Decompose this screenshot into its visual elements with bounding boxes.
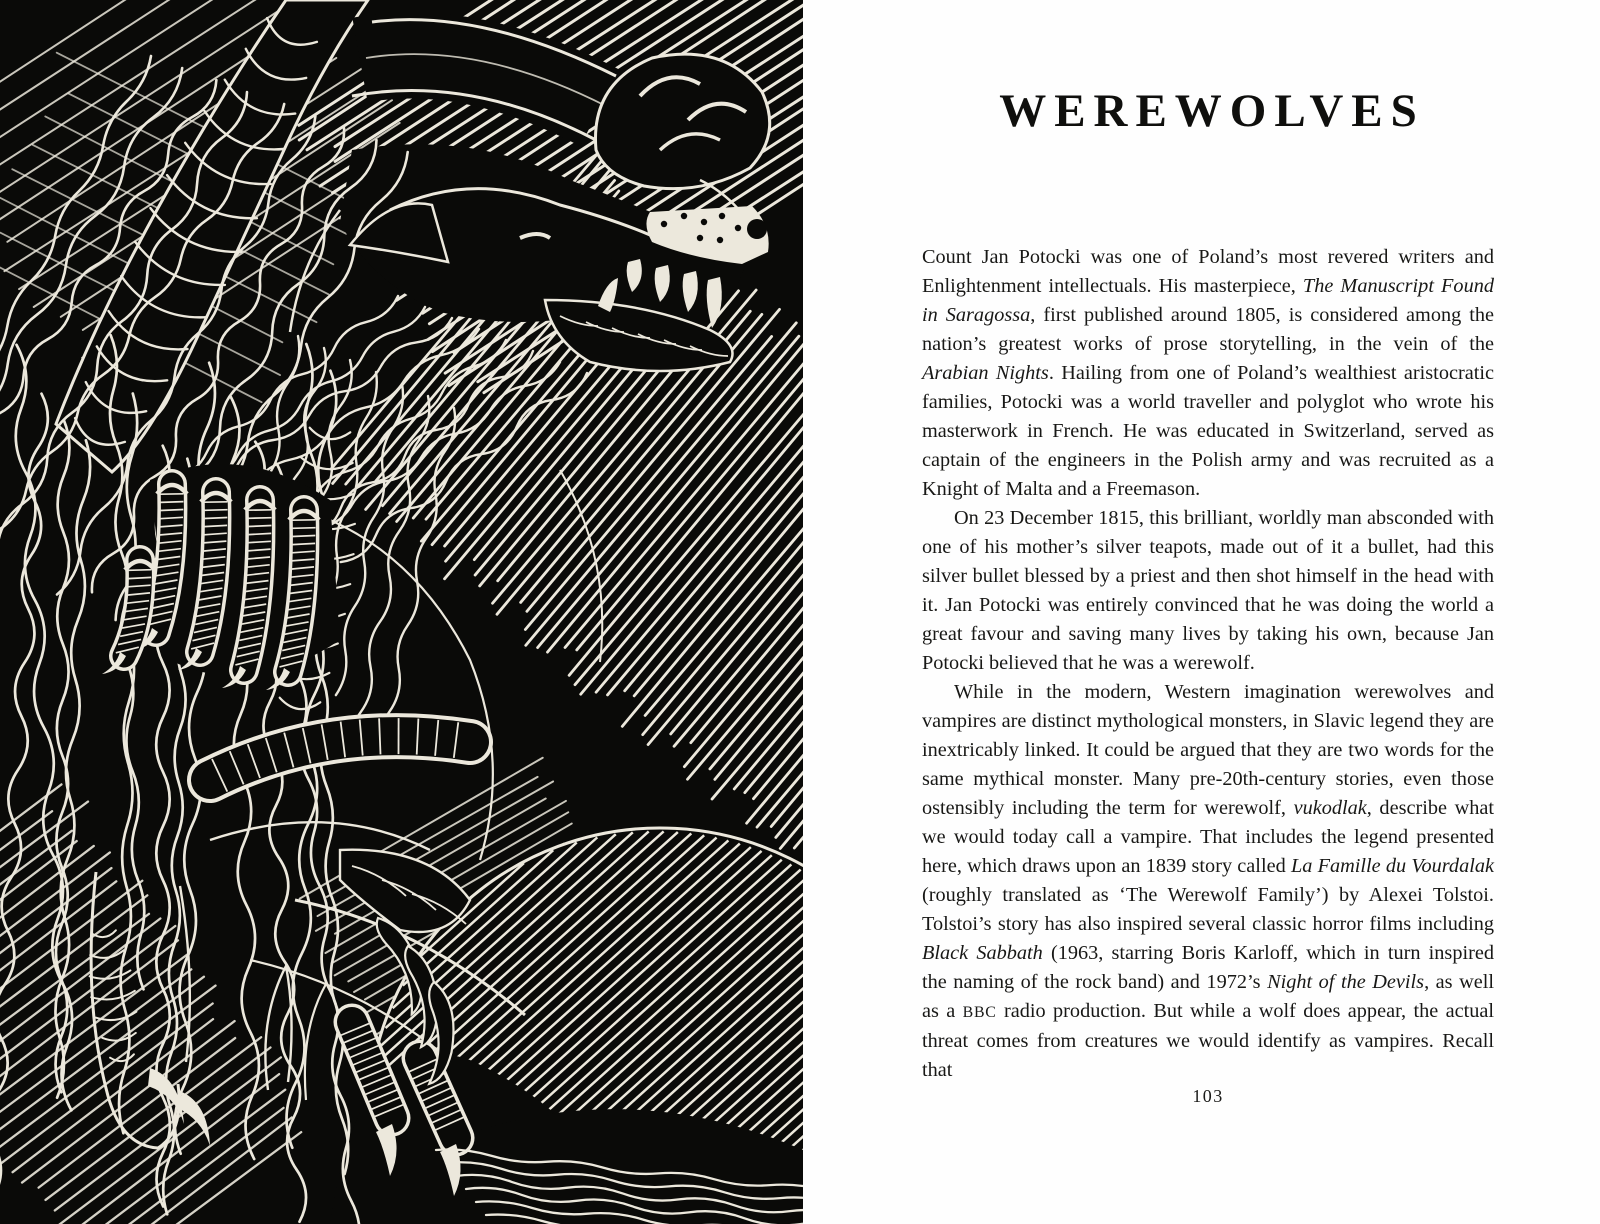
body-text bbox=[922, 243, 1494, 1085]
paragraph: Count Jan Potocki was one of Poland’s most revered writers and Enlightenment intellectuals. His masterpiece, The Manuscript Found in Saragossa, first published around 1805, is considered among the nation’s greatest works of prose storytelling, in the vein of the Arabian Nights. Hailing from one of Poland’s wealthiest aristocratic families, Potocki was a world traveller and polyglot who wrote his masterwork in French. He was educated in Switzerland, served as captain of the engineers in the Polish army and was recruited as a Knight of Malta and a Freemason. bbox=[922, 246, 1494, 500]
chapter-title: WEREWOLVES bbox=[999, 85, 1425, 137]
paragraph: On 23 December 1815, this brilliant, worldly man absconded with one of his mother’s silver teapots, made out of it a bullet, had this silver bullet blessed by a priest and then shot himself in the head with it. Jan Potocki was entirely convinced that he was doing the world a great favour and saving many lives by taking his own, because Jan Potocki believed that he was a werewolf. bbox=[922, 507, 1494, 674]
page-number: 103 bbox=[1192, 1086, 1224, 1106]
text-page bbox=[803, 0, 1600, 1224]
paragraph: While in the modern, Western imagination werewolves and vampires are distinct mythological monsters, in Slavic legend they are inextricably linked. It could be argued that they are two words for the same mythical monster. Many pre-20th-century stories, even those ostensibly including the term for werewolf, vukodlak, describe what we would today call a vampire. That includes the legend presented here, which draws upon an 1839 story called La Famille du Vourdalak (roughly translated as ‘The Werewolf Family’) by Alexei Tolstoi. Tolstoi’s story has also inspired several classic horror films including Black Sabbath (1963, starring Boris Karloff, which in turn inspired the naming of the rock band) and 1972’s Night of the Devils, as well as a BBC radio production. But while a wolf does appear, the actual threat comes from creatures we would identify as vampires. Recall that bbox=[922, 681, 1495, 1081]
